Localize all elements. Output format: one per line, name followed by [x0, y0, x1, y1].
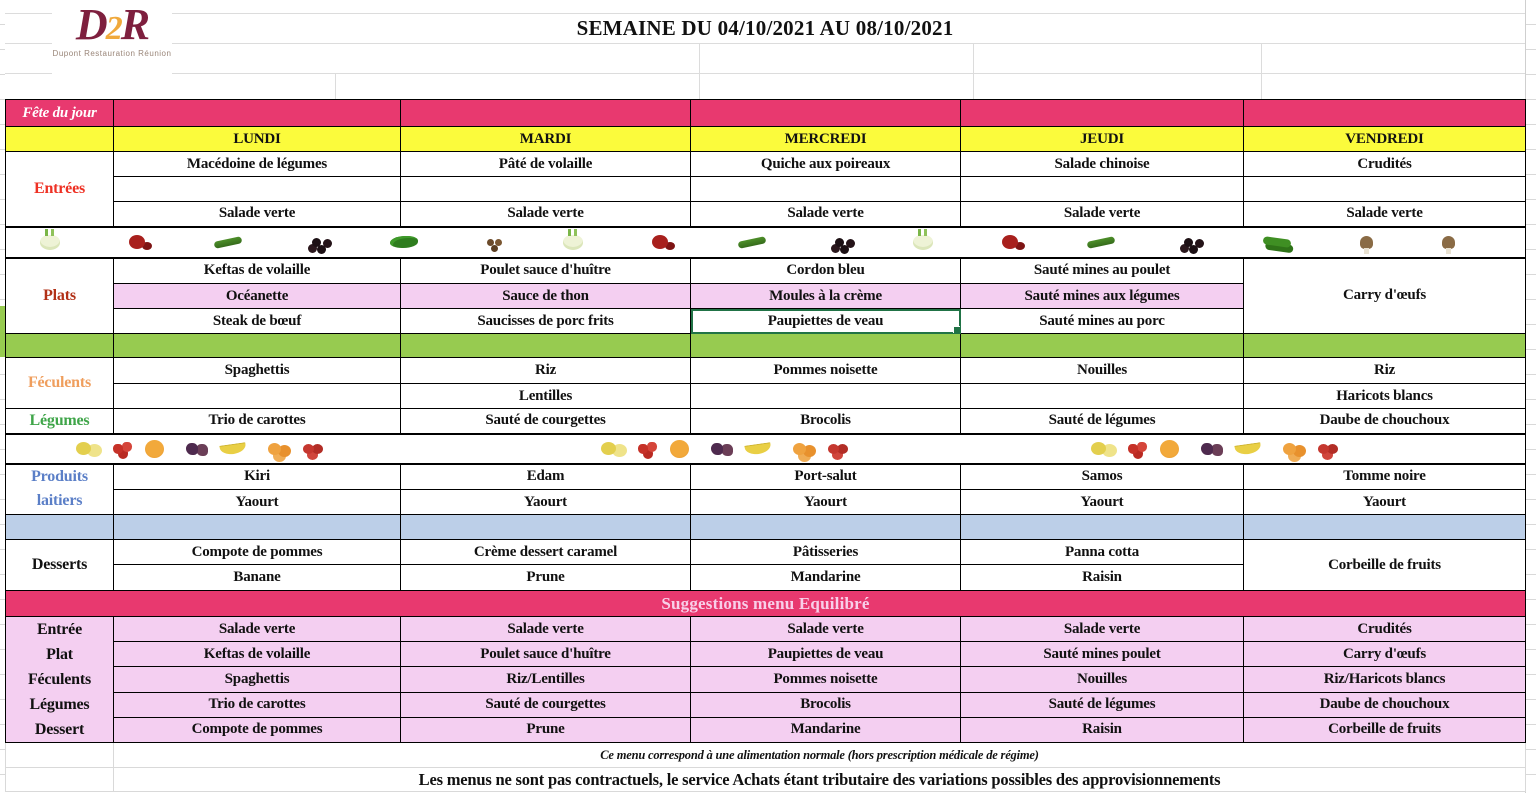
cell-sugg-fec-mon[interactable]: Spaghettis — [114, 667, 401, 692]
vegetables-photo-row — [6, 227, 1526, 258]
cell-blue-tue[interactable] — [401, 515, 691, 540]
zucchini-icon — [1087, 236, 1116, 249]
footer-note-bold[interactable]: Les menus ne sont pas contractuels, le service Achats étant tributaire des variations possibles des approvisionnements — [114, 768, 1526, 792]
cell-laitiers2-mon[interactable]: Yaourt — [114, 490, 401, 515]
cell-laitiers1-fri[interactable]: Tomme noire — [1244, 464, 1526, 490]
cell-sugg-plat-mon[interactable]: Keftas de volaille — [114, 642, 401, 667]
suggestions-row-entree — [6, 617, 1526, 642]
plats-row-1 — [6, 258, 1526, 284]
cell-plats1-tue[interactable]: Poulet sauce d'huître — [401, 258, 691, 284]
cell-plats1-mon[interactable]: Keftas de volaille — [114, 258, 401, 284]
spinach-icon — [390, 236, 418, 248]
cell-sugg-des-mon[interactable]: Compote de pommes — [114, 717, 401, 742]
cell-sugg-plat-wed[interactable]: Paupiettes de veau — [691, 642, 961, 667]
cell-laitiers2-fri[interactable]: Yaourt — [1244, 490, 1526, 515]
cell-blue-thu[interactable] — [961, 515, 1244, 540]
day-header-friday[interactable]: VENDREDI — [1244, 127, 1526, 152]
zucchini-icon — [214, 236, 243, 249]
red-fruits-icon — [1318, 444, 1329, 454]
menu-table — [5, 99, 1526, 792]
cell-plats2-thu[interactable]: Sauté mines aux légumes — [961, 284, 1244, 309]
cell-blue-label[interactable] — [6, 515, 114, 540]
cell-entrees3-mon[interactable]: Salade verte — [114, 202, 401, 227]
cell-sugg-leg-tue[interactable]: Sauté de courgettes — [401, 692, 691, 717]
cell-fete-tue[interactable] — [401, 100, 691, 127]
cell-entrees2-mon[interactable] — [114, 177, 401, 202]
laitiers-label-line2: laitiers — [36, 492, 83, 510]
fruit-icons-group-2 — [601, 440, 839, 458]
cell-green-tue[interactable] — [401, 334, 691, 358]
pomegranate-icon — [129, 235, 145, 249]
cell-entrees1-thu[interactable]: Salade chinoise — [961, 152, 1244, 177]
cell-desserts2-mon[interactable]: Banane — [114, 565, 401, 591]
gridline — [335, 73, 336, 99]
cell-sugg-entree-tue[interactable]: Salade verte — [401, 617, 691, 642]
red-fruits-icon — [303, 444, 314, 454]
cell-sugg-leg-mon[interactable]: Trio de carottes — [114, 692, 401, 717]
gridline — [1261, 43, 1262, 99]
day-header-tuesday[interactable]: MARDI — [401, 127, 691, 152]
olives-icon — [1184, 238, 1193, 247]
cell-feculents1-thu[interactable]: Nouilles — [961, 358, 1244, 384]
vegetables-photo-cell[interactable] — [6, 227, 1526, 258]
feculents-section-label[interactable]: Féculents — [6, 358, 114, 409]
figs-icon — [1201, 443, 1213, 455]
fruits-photo-cell[interactable] — [6, 434, 1526, 464]
cell-feculents2-tue[interactable]: Lentilles — [401, 384, 691, 409]
cell-sugg-leg-fri[interactable]: Daube de chouchoux — [1244, 692, 1526, 717]
figs-icon — [186, 443, 198, 455]
cell-plats2-wed[interactable]: Moules à la crème — [691, 284, 961, 309]
cell-fete-wed[interactable] — [691, 100, 961, 127]
cell-plats3-thu[interactable]: Sauté mines au porc — [961, 309, 1244, 334]
fennel-icon — [913, 235, 933, 250]
cell-entrees2-thu[interactable] — [961, 177, 1244, 202]
cell-sugg-entree-fri[interactable]: Crudités — [1244, 617, 1526, 642]
cell-entrees3-fri[interactable]: Salade verte — [1244, 202, 1526, 227]
cell-desserts2-tue[interactable]: Prune — [401, 565, 691, 591]
apricots-icon — [268, 443, 281, 455]
cell-fete-fri[interactable] — [1244, 100, 1526, 127]
suggestion-label-legumes: Légumes — [29, 696, 90, 713]
cell-laitiers2-thu[interactable]: Yaourt — [961, 490, 1244, 515]
banana-icon — [744, 442, 771, 456]
figs-icon — [711, 443, 723, 455]
entrees-section-label[interactable]: Entrées — [6, 152, 114, 227]
cell-green-mon[interactable] — [114, 334, 401, 358]
blue-band-row — [6, 515, 1526, 540]
cell-plats3-wed-selected[interactable]: Paupiettes de veau — [691, 309, 961, 334]
feculents-row-2 — [6, 384, 1526, 409]
cell-sugg-des-wed[interactable]: Mandarine — [691, 717, 961, 742]
cell-desserts1-mon[interactable]: Compote de pommes — [114, 540, 401, 565]
fruit-icons-group-1 — [76, 440, 314, 458]
cell-entrees2-fri[interactable] — [1244, 177, 1526, 202]
company-logo — [52, 0, 172, 81]
week-title: SEMAINE DU 04/10/2021 AU 08/10/2021 — [576, 16, 954, 40]
cell-fete-mon[interactable] — [114, 100, 401, 127]
cell-feculents2-mon[interactable] — [114, 384, 401, 409]
laitiers-row-2 — [6, 490, 1526, 515]
suggestion-label-dessert: Dessert — [34, 721, 85, 738]
cell-feculents1-tue[interactable]: Riz — [401, 358, 691, 384]
cell-sugg-des-tue[interactable]: Prune — [401, 717, 691, 742]
fete-du-jour-label[interactable]: Fête du jour — [6, 100, 114, 127]
logo-caption: Dupont Restauration Réunion — [52, 49, 172, 58]
suggestion-label-plat: Plat — [46, 646, 73, 663]
cell-legumes-tue[interactable]: Sauté de courgettes — [401, 409, 691, 434]
laitiers-row-1 — [6, 464, 1526, 490]
cell-feculents2-fri[interactable]: Haricots blancs — [1244, 384, 1526, 409]
cell-plats1-wed[interactable]: Cordon bleu — [691, 258, 961, 284]
cell-feculents1-fri[interactable]: Riz — [1244, 358, 1526, 384]
cell-footer1-spacer[interactable] — [6, 743, 114, 768]
suggestions-row-legume — [6, 692, 1526, 717]
day-header-thursday[interactable]: JEUDI — [961, 127, 1244, 152]
entrees-row-1 — [6, 152, 1526, 177]
cell-laitiers1-tue[interactable]: Edam — [401, 464, 691, 490]
strawberries-icon — [1128, 444, 1138, 454]
cell-plats3-mon[interactable]: Steak de bœuf — [114, 309, 401, 334]
cell-sugg-leg-thu[interactable]: Sauté de légumes — [961, 692, 1244, 717]
vegetable-icons — [6, 235, 1525, 250]
cell-feculents1-wed[interactable]: Pommes noisette — [691, 358, 961, 384]
footer-note-row-2 — [6, 768, 1526, 792]
olives-icon — [312, 238, 321, 247]
cell-sugg-des-fri[interactable]: Corbeille de fruits — [1244, 717, 1526, 742]
entrees-row-2 — [6, 177, 1526, 202]
olives-icon — [835, 238, 844, 247]
cell-legumes-fri[interactable]: Daube de chouchoux — [1244, 409, 1526, 434]
lemons-icon — [76, 442, 91, 455]
apricots-icon — [1283, 443, 1296, 455]
footer-note-row-1 — [6, 743, 1526, 768]
cell-green-fri[interactable] — [1244, 334, 1526, 358]
cell-plats-fri-merged[interactable]: Carry d'œufs — [1244, 258, 1526, 334]
zucchini-icon — [737, 236, 766, 249]
laitiers-label-line1: Produits — [31, 468, 88, 486]
suggestions-header[interactable]: Suggestions menu Equilibré — [6, 591, 1526, 617]
cell-desserts-fri-merged[interactable]: Corbeille de fruits — [1244, 540, 1526, 591]
cell-footer2-spacer[interactable] — [6, 768, 114, 792]
cell-fete-thu[interactable] — [961, 100, 1244, 127]
logo-digit-2: 2 — [105, 10, 121, 47]
cell-entrees1-wed[interactable]: Quiche aux poireaux — [691, 152, 961, 177]
right-edge-column — [1525, 0, 1536, 793]
cell-laitiers2-tue[interactable]: Yaourt — [401, 490, 691, 515]
desserts-section-label[interactable]: Desserts — [6, 540, 114, 591]
cell-plats1-thu[interactable]: Sauté mines au poulet — [961, 258, 1244, 284]
cell-desserts1-wed[interactable]: Pâtisseries — [691, 540, 961, 565]
desserts-row-1 — [6, 540, 1526, 565]
day-header-row — [6, 127, 1526, 152]
morel-icon — [1360, 236, 1373, 249]
red-fruits-icon — [828, 444, 839, 454]
cell-blue-wed[interactable] — [691, 515, 961, 540]
suggestions-row-dessert — [6, 717, 1526, 742]
cell-desserts1-thu[interactable]: Panna cotta — [961, 540, 1244, 565]
day-header-wednesday[interactable]: MERCREDI — [691, 127, 961, 152]
cell-laitiers2-wed[interactable]: Yaourt — [691, 490, 961, 515]
logo-letter-r: R — [120, 0, 149, 49]
cell-feculents1-mon[interactable]: Spaghettis — [114, 358, 401, 384]
cell-sugg-entree-mon[interactable]: Salade verte — [114, 617, 401, 642]
fete-du-jour-row — [6, 100, 1526, 127]
banana-icon — [1234, 442, 1261, 456]
pomegranate-icon — [1002, 235, 1018, 249]
strawberries-icon — [113, 444, 123, 454]
feculents-row-1 — [6, 358, 1526, 384]
cell-entrees3-wed[interactable]: Salade verte — [691, 202, 961, 227]
cell-green-wed[interactable] — [691, 334, 961, 358]
cell-sugg-fec-fri[interactable]: Riz/Haricots blancs — [1244, 667, 1526, 692]
cell-sugg-plat-fri[interactable]: Carry d'œufs — [1244, 642, 1526, 667]
cell-entrees2-wed[interactable] — [691, 177, 961, 202]
cell-sugg-des-thu[interactable]: Raisin — [961, 717, 1244, 742]
cell-sugg-entree-thu[interactable]: Salade verte — [961, 617, 1244, 642]
morel-icon — [1442, 236, 1455, 249]
gridline — [0, 43, 1536, 44]
cell-entrees1-fri[interactable]: Crudités — [1244, 152, 1526, 177]
cell-days-corner[interactable] — [6, 127, 114, 152]
cell-sugg-leg-wed[interactable]: Brocolis — [691, 692, 961, 717]
cell-sugg-fec-tue[interactable]: Riz/Lentilles — [401, 667, 691, 692]
suggestions-row-labels[interactable] — [6, 617, 114, 743]
suggestion-label-feculents: Féculents — [27, 671, 92, 688]
gridline — [0, 13, 1536, 14]
laitiers-section-label[interactable] — [6, 464, 114, 515]
cell-blue-mon[interactable] — [114, 515, 401, 540]
cell-blue-fri[interactable] — [1244, 515, 1526, 540]
gridline — [0, 73, 1536, 74]
plats-section-label[interactable]: Plats — [6, 258, 114, 334]
pomegranate-icon — [652, 235, 668, 249]
orange-icon — [1160, 440, 1179, 458]
cell-plats3-tue[interactable]: Saucisses de porc frits — [401, 309, 691, 334]
gridline — [699, 43, 700, 99]
day-header-monday[interactable]: LUNDI — [114, 127, 401, 152]
legumes-section-label[interactable]: Légumes — [6, 409, 114, 434]
entrees-row-3 — [6, 202, 1526, 227]
cell-desserts2-wed[interactable]: Mandarine — [691, 565, 961, 591]
cell-plats2-tue[interactable]: Sauce de thon — [401, 284, 691, 309]
lemons-icon — [601, 442, 616, 455]
cell-sugg-fec-thu[interactable]: Nouilles — [961, 667, 1244, 692]
banana-icon — [219, 442, 246, 456]
suggestions-header-row — [6, 591, 1526, 617]
orange-icon — [145, 440, 164, 458]
footer-note-italic[interactable]: Ce menu correspond à une alimentation normale (hors prescription médicale de régime) — [114, 743, 1526, 768]
peppercorns-icon — [487, 239, 494, 246]
cell-laitiers1-wed[interactable]: Port-salut — [691, 464, 961, 490]
cell-sugg-fec-wed[interactable]: Pommes noisette — [691, 667, 961, 692]
cell-entrees3-thu[interactable]: Salade verte — [961, 202, 1244, 227]
cell-entrees3-tue[interactable]: Salade verte — [401, 202, 691, 227]
cell-legumes-thu[interactable]: Sauté de légumes — [961, 409, 1244, 434]
cell-laitiers1-mon[interactable]: Kiri — [114, 464, 401, 490]
orange-icon — [670, 440, 689, 458]
logo-letter-d: D — [75, 0, 106, 49]
fennel-icon — [40, 235, 60, 250]
fennel-icon — [563, 235, 583, 250]
cell-sugg-entree-wed[interactable]: Salade verte — [691, 617, 961, 642]
cell-entrees1-mon[interactable]: Macédoine de légumes — [114, 152, 401, 177]
suggestion-label-entree: Entrée — [36, 621, 82, 638]
green-beans-icon — [1262, 236, 1291, 248]
gridline — [973, 43, 974, 99]
fruit-icons-group-3 — [1091, 440, 1329, 458]
cell-legumes-mon[interactable]: Trio de carottes — [114, 409, 401, 434]
cell-plats2-mon[interactable]: Océanette — [114, 284, 401, 309]
fruits-photo-row — [6, 434, 1526, 464]
suggestions-row-feculent — [6, 667, 1526, 692]
green-band-row — [6, 334, 1526, 358]
legumes-row — [6, 409, 1526, 434]
cell-green-label[interactable] — [6, 334, 114, 358]
suggestions-row-plat — [6, 642, 1526, 667]
cell-desserts2-thu[interactable]: Raisin — [961, 565, 1244, 591]
cell-feculents2-thu[interactable] — [961, 384, 1244, 409]
cell-sugg-plat-tue[interactable]: Poulet sauce d'huître — [401, 642, 691, 667]
cell-desserts1-tue[interactable]: Crème dessert caramel — [401, 540, 691, 565]
cell-feculents2-wed[interactable] — [691, 384, 961, 409]
cell-legumes-wed[interactable]: Brocolis — [691, 409, 961, 434]
cell-sugg-plat-thu[interactable]: Sauté mines poulet — [961, 642, 1244, 667]
cell-laitiers1-thu[interactable]: Samos — [961, 464, 1244, 490]
strawberries-icon — [638, 444, 648, 454]
cell-entrees2-tue[interactable] — [401, 177, 691, 202]
lemons-icon — [1091, 442, 1106, 455]
cell-entrees1-tue[interactable]: Pâté de volaille — [401, 152, 691, 177]
cell-green-thu[interactable] — [961, 334, 1244, 358]
apricots-icon — [793, 443, 806, 455]
